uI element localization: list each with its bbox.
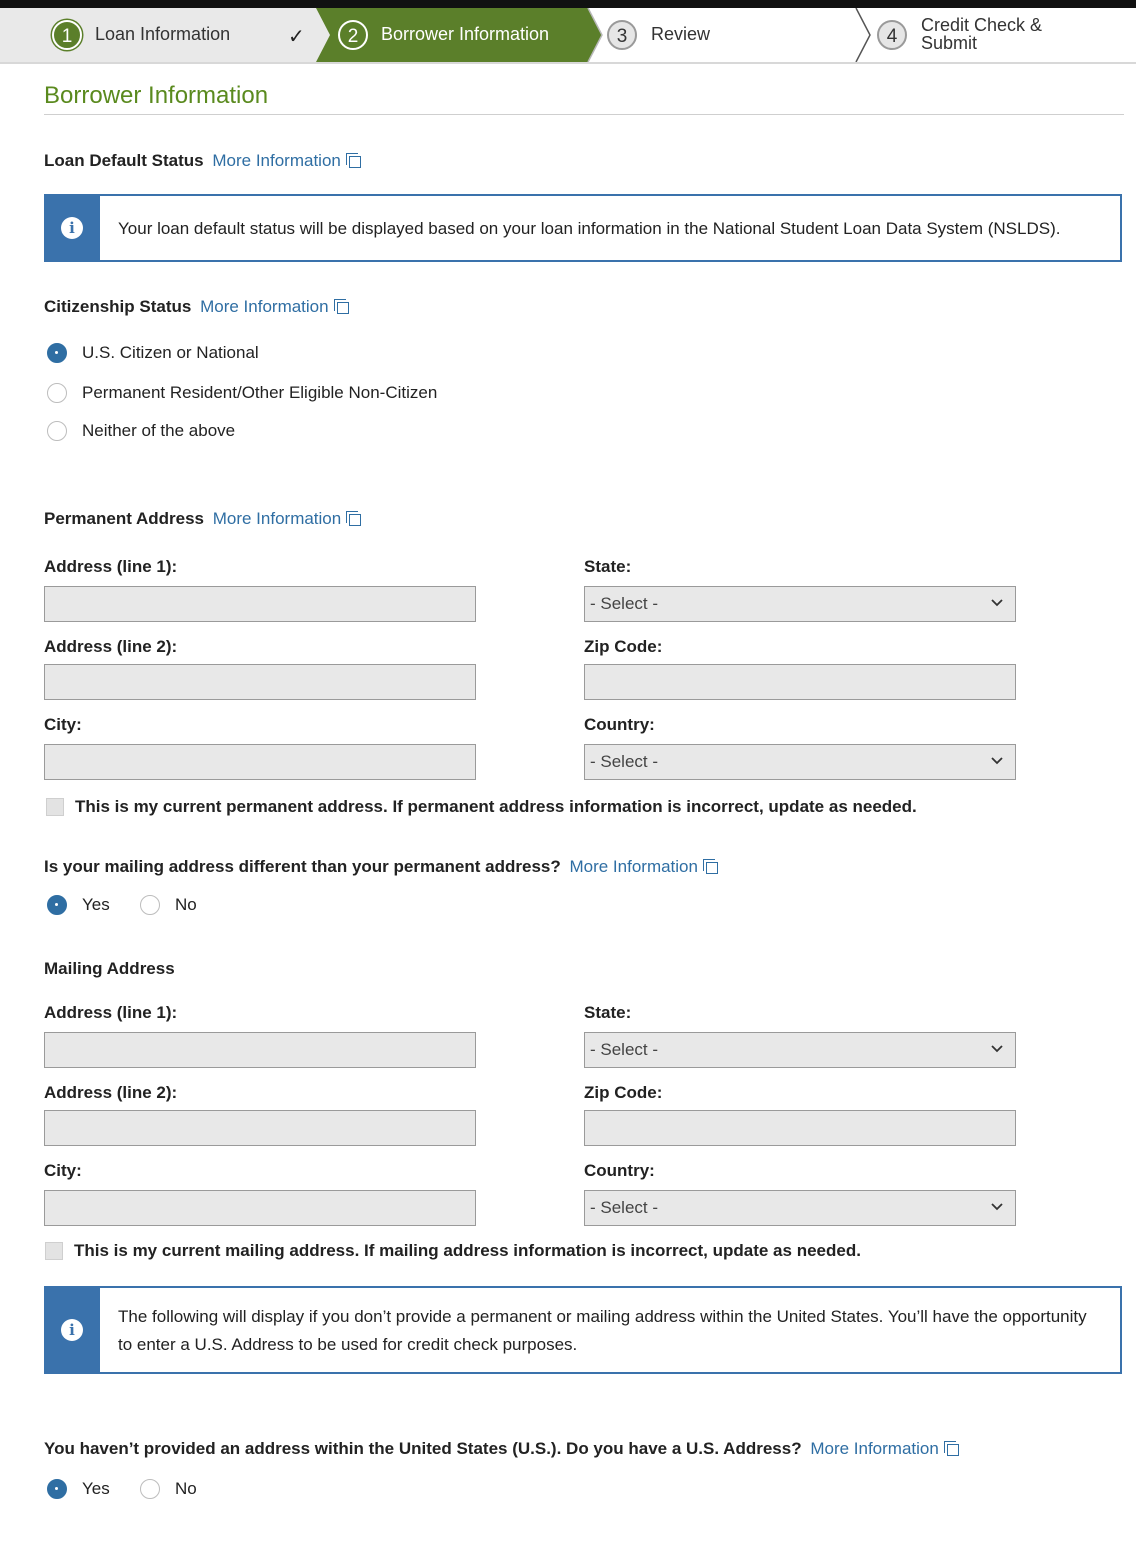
radio-button[interactable] bbox=[47, 383, 67, 403]
perm-address-line1-input[interactable] bbox=[44, 586, 476, 622]
external-window-icon[interactable] bbox=[703, 859, 718, 874]
more-info-text[interactable]: More Information bbox=[212, 509, 342, 528]
mailing-different-question bbox=[44, 857, 718, 877]
loan-default-label: Loan Default Status bbox=[44, 151, 204, 170]
mail-address-line2-input[interactable] bbox=[44, 1110, 476, 1146]
title-divider bbox=[44, 114, 1124, 115]
us-address-more-info-link[interactable] bbox=[810, 1439, 959, 1458]
citizenship-heading bbox=[44, 297, 349, 317]
citizenship-label: Citizenship Status bbox=[44, 297, 192, 316]
mailing-address-heading: Mailing Address bbox=[44, 959, 175, 978]
perm-address-line2-input[interactable] bbox=[44, 664, 476, 700]
step-4-divider bbox=[856, 8, 870, 62]
radio-label: Yes bbox=[82, 1479, 110, 1498]
mailing-different-yes[interactable] bbox=[47, 895, 110, 915]
info-side-bar bbox=[46, 1288, 100, 1372]
mail-city-label: City: bbox=[44, 1161, 82, 1180]
info-icon: i bbox=[61, 217, 83, 239]
mail-country-select[interactable] bbox=[584, 1190, 1016, 1226]
perm-country-value: - Select - bbox=[590, 752, 659, 771]
mail-state-value: - Select - bbox=[590, 1040, 659, 1059]
mail-address-confirm[interactable] bbox=[45, 1241, 861, 1261]
checkbox[interactable] bbox=[46, 798, 64, 816]
citizenship-option-citizen[interactable] bbox=[47, 343, 259, 363]
chevron-down-icon bbox=[991, 597, 1003, 609]
perm-state-value: - Select - bbox=[590, 594, 659, 613]
info-side-bar bbox=[46, 196, 100, 260]
citizenship-option-neither[interactable] bbox=[47, 421, 235, 441]
radio-button-selected[interactable] bbox=[47, 1479, 67, 1499]
radio-label: No bbox=[175, 895, 197, 914]
permanent-address-heading bbox=[44, 509, 361, 529]
citizenship-more-info-link[interactable] bbox=[200, 297, 349, 316]
perm-country-label: Country: bbox=[584, 715, 655, 734]
radio-label: Yes bbox=[82, 895, 110, 914]
loan-default-info-box bbox=[44, 194, 1122, 262]
radio-button[interactable] bbox=[47, 421, 67, 441]
step-2-number: 2 bbox=[338, 20, 368, 50]
permanent-address-label: Permanent Address bbox=[44, 509, 204, 528]
mailing-different-no[interactable] bbox=[140, 895, 197, 915]
loan-default-heading bbox=[44, 151, 361, 171]
mail-state-select[interactable] bbox=[584, 1032, 1016, 1068]
perm-city-label: City: bbox=[44, 715, 82, 734]
top-bar bbox=[0, 0, 1136, 8]
checkbox[interactable] bbox=[45, 1242, 63, 1260]
step-1-label: Loan Information bbox=[95, 24, 231, 44]
perm-zip-label: Zip Code: bbox=[584, 637, 663, 656]
chevron-down-icon bbox=[991, 755, 1003, 767]
chevron-down-icon bbox=[991, 1043, 1003, 1055]
perm-address-line1-label: Address (line 1): bbox=[44, 557, 178, 576]
external-window-icon[interactable] bbox=[944, 1441, 959, 1456]
radio-label: No bbox=[175, 1479, 197, 1498]
check-icon: ✓ bbox=[288, 26, 305, 48]
step-4-number: 4 bbox=[877, 20, 907, 50]
citizenship-option-permanent-resident[interactable] bbox=[47, 383, 437, 403]
us-address-no[interactable] bbox=[140, 1479, 197, 1499]
external-window-icon[interactable] bbox=[334, 299, 349, 314]
mail-address-line1-label: Address (line 1): bbox=[44, 1003, 178, 1022]
more-info-text[interactable]: More Information bbox=[810, 1439, 939, 1458]
step-4-label-line1: Credit Check & bbox=[921, 15, 1043, 35]
us-address-question bbox=[44, 1439, 959, 1459]
perm-zip-input[interactable] bbox=[584, 664, 1016, 700]
permanent-address-more-info-link[interactable] bbox=[213, 509, 362, 528]
mail-country-label: Country: bbox=[584, 1161, 655, 1180]
mail-state-label: State: bbox=[584, 1003, 632, 1022]
radio-button[interactable] bbox=[140, 1479, 160, 1499]
mail-address-line1-input[interactable] bbox=[44, 1032, 476, 1068]
perm-city-input[interactable] bbox=[44, 744, 476, 780]
page-title: Borrower Information bbox=[44, 82, 269, 109]
external-window-icon[interactable] bbox=[346, 511, 361, 526]
external-window-icon[interactable] bbox=[346, 153, 361, 168]
mail-country-value: - Select - bbox=[590, 1198, 659, 1217]
more-info-text[interactable]: More Information bbox=[200, 297, 329, 316]
us-address-info-text: The following will display if you don’t provide a permanent or mailing address within the United States. You’ll have the opportunity to enter a U.S. Address to be used for credit check purposes. bbox=[118, 1307, 1087, 1354]
perm-state-label: State: bbox=[584, 557, 632, 576]
perm-state-select[interactable] bbox=[584, 586, 1016, 622]
perm-address-line2-label: Address (line 2): bbox=[44, 637, 178, 656]
mail-address-confirm-text: This is my current mailing address. If mailing address information is incorrect, update as needed. bbox=[74, 1241, 861, 1260]
loan-default-info-text: Your loan default status will be displayed based on your loan information in the National Student Loan Data System (NSLDS). bbox=[118, 219, 1061, 238]
step-3-number: 3 bbox=[607, 20, 637, 50]
mail-zip-label: Zip Code: bbox=[584, 1083, 663, 1102]
step-1-number: 1 bbox=[52, 20, 82, 50]
radio-label: U.S. Citizen or National bbox=[82, 343, 259, 362]
step-2-label: Borrower Information bbox=[381, 24, 550, 44]
chevron-down-icon bbox=[991, 1201, 1003, 1213]
radio-label: Neither of the above bbox=[82, 421, 236, 440]
perm-address-confirm-text: This is my current permanent address. If permanent address information is incorrect, update as needed. bbox=[75, 797, 917, 816]
perm-country-select[interactable] bbox=[584, 744, 1016, 780]
radio-button[interactable] bbox=[140, 895, 160, 915]
step-4-label bbox=[921, 16, 1042, 52]
mail-zip-input[interactable] bbox=[584, 1110, 1016, 1146]
radio-button-selected[interactable] bbox=[47, 343, 67, 363]
us-address-yes[interactable] bbox=[47, 1479, 110, 1499]
info-icon: i bbox=[61, 1319, 83, 1341]
mail-city-input[interactable] bbox=[44, 1190, 476, 1226]
progress-steps bbox=[0, 8, 1136, 64]
step-4-label-line2: Submit bbox=[921, 33, 978, 53]
perm-address-confirm[interactable] bbox=[46, 797, 917, 817]
mailing-question-more-info-link[interactable] bbox=[569, 857, 718, 876]
mailing-different-question-text: Is your mailing address different than your permanent address? bbox=[44, 857, 561, 876]
step-3-label: Review bbox=[651, 24, 711, 44]
us-address-info-box bbox=[44, 1286, 1122, 1374]
loan-default-more-info-link[interactable] bbox=[212, 151, 361, 170]
more-info-text[interactable]: More Information bbox=[569, 857, 698, 876]
us-address-question-text: You haven’t provided an address within the United States (U.S.). Do you have a U.S. Address? bbox=[44, 1439, 802, 1458]
mail-address-line2-label: Address (line 2): bbox=[44, 1083, 178, 1102]
radio-label: Permanent Resident/Other Eligible Non-Citizen bbox=[82, 383, 438, 402]
more-info-text[interactable]: More Information bbox=[212, 151, 341, 170]
radio-button-selected[interactable] bbox=[47, 895, 67, 915]
